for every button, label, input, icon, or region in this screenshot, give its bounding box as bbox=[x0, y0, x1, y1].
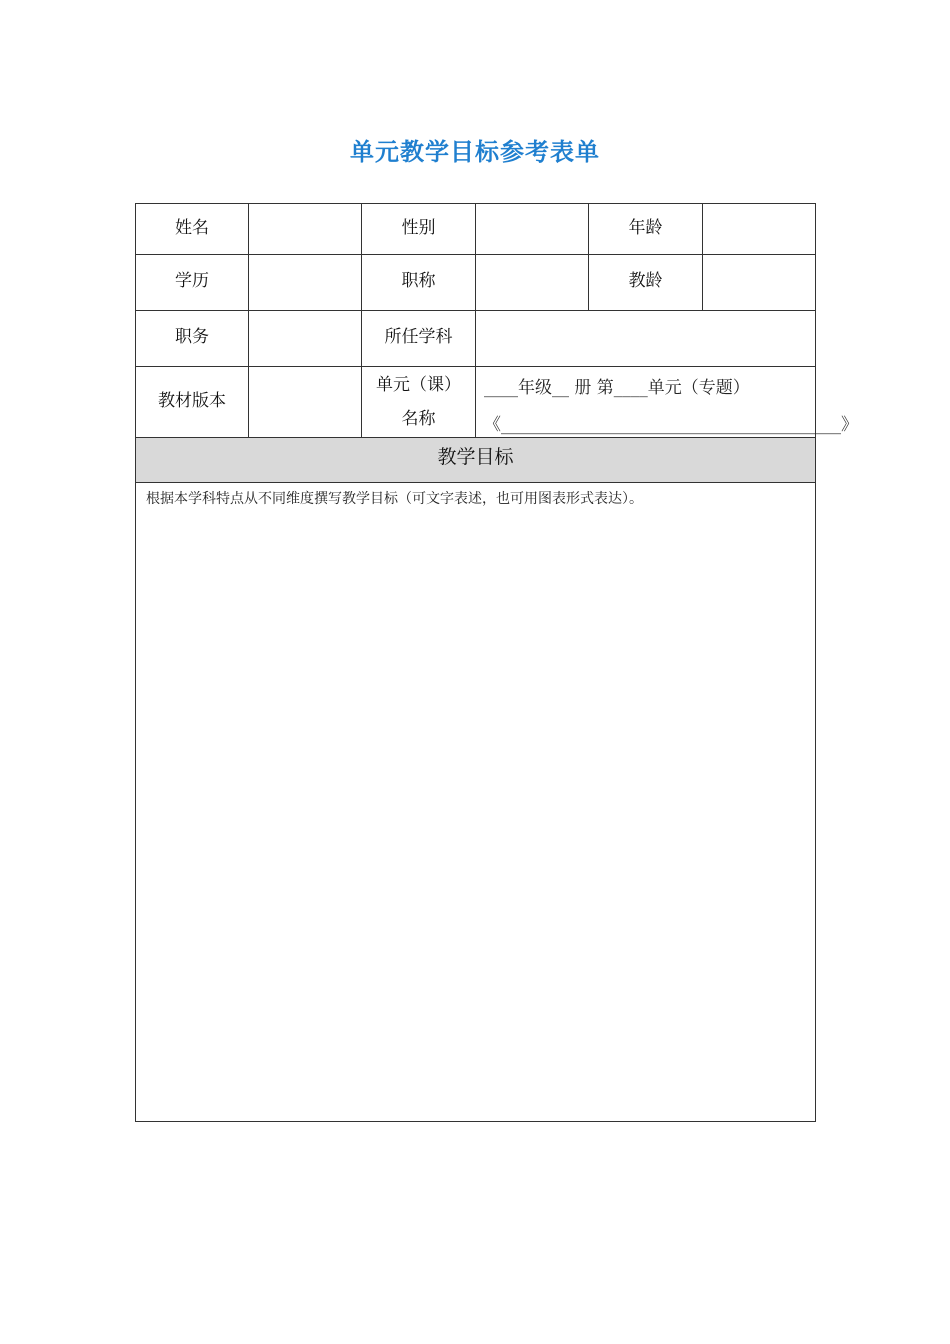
subject-label: 所任学科 bbox=[384, 327, 453, 347]
education-label-cell bbox=[136, 255, 249, 311]
age-field[interactable] bbox=[703, 204, 816, 255]
education-label: 学历 bbox=[175, 271, 209, 291]
title-field[interactable] bbox=[476, 255, 589, 311]
name-label-cell bbox=[136, 204, 249, 255]
gender-label: 性别 bbox=[401, 217, 436, 238]
page-title: 单元教学目标参考表单 bbox=[350, 138, 600, 166]
position-label: 职务 bbox=[175, 327, 209, 347]
unit-label-line1: 单元（课） bbox=[376, 375, 461, 395]
unit-title-line: 《________________________________________》 bbox=[484, 415, 858, 435]
age-label: 年龄 bbox=[628, 217, 663, 238]
textbook-field[interactable] bbox=[249, 367, 362, 438]
unit-name-field[interactable] bbox=[476, 367, 858, 438]
textbook-label-cell bbox=[136, 367, 249, 438]
education-field[interactable] bbox=[249, 255, 362, 311]
title-label: 职称 bbox=[401, 271, 436, 291]
subject-label-cell bbox=[362, 311, 476, 367]
name-field[interactable] bbox=[249, 204, 362, 255]
teaching-goal-field[interactable] bbox=[136, 483, 816, 1122]
teaching-goal-form bbox=[135, 203, 858, 1122]
section-header-teaching-goals bbox=[136, 438, 816, 483]
name-label: 姓名 bbox=[175, 217, 209, 238]
teaching-years-label: 教龄 bbox=[628, 271, 663, 291]
goal-instruction: 根据本学科特点从不同维度撰写教学目标（可文字表述，也可用图表形式表达）。 bbox=[146, 491, 643, 507]
gender-label-cell bbox=[362, 204, 476, 255]
unit-label-cell bbox=[362, 367, 476, 438]
unit-label-line2: 名称 bbox=[401, 409, 436, 429]
position-label-cell bbox=[136, 311, 249, 367]
textbook-label: 教材版本 bbox=[158, 390, 226, 411]
age-label-cell bbox=[589, 204, 703, 255]
position-field[interactable] bbox=[249, 311, 362, 367]
gender-field[interactable] bbox=[476, 204, 589, 255]
subject-field[interactable] bbox=[476, 311, 816, 367]
teaching-years-label-cell bbox=[589, 255, 703, 311]
unit-grade-line: ____年级__ 册 第____单元（专题） bbox=[484, 378, 750, 398]
title-label-cell bbox=[362, 255, 476, 311]
teaching-years-field[interactable] bbox=[703, 255, 816, 311]
section-title: 教学目标 bbox=[437, 445, 514, 468]
